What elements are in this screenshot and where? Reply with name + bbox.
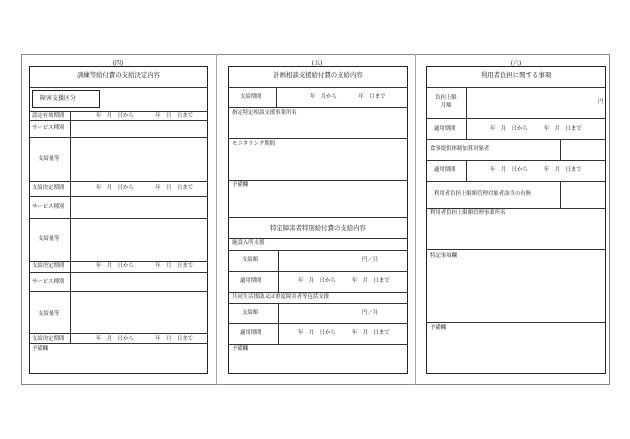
rule <box>466 118 467 139</box>
special-benefit-title: 特定障害者特別給付費の支給内容 <box>270 224 366 232</box>
page-number-6: (六) <box>510 60 522 67</box>
apply-period-value: 年 月 日から 年 月 日まで <box>490 167 582 173</box>
rule <box>29 87 208 88</box>
decision-period-value: 年 月 日から 年 月 日まで <box>96 336 194 342</box>
rule <box>228 180 408 181</box>
rule <box>29 181 208 182</box>
rule <box>228 238 408 239</box>
amount-label: 支給量等 <box>38 311 60 317</box>
remarks-label: 予備欄 <box>232 346 249 352</box>
rule <box>426 87 606 88</box>
facility-support-label: 施設入所支援 <box>232 240 265 246</box>
facility-period-label: 適用期間 <box>240 278 262 284</box>
page-5-title: 計画相談支援給付費の支給内容 <box>273 71 363 79</box>
rule <box>29 111 208 112</box>
page-number-4: (四) <box>112 60 124 67</box>
decision-period-label: 支給決定期間 <box>32 263 65 269</box>
group-period-value: 年 月 日から 年 月 日まで <box>298 330 390 336</box>
rule <box>466 160 467 181</box>
rule <box>29 261 208 262</box>
group-amount-label: 支給額 <box>242 310 259 316</box>
decision-period-label: 支給決定期間 <box>32 185 65 191</box>
rule <box>560 181 561 208</box>
apply-period-label: 適用期間 <box>434 167 456 173</box>
apply-period-label: 適用期間 <box>434 126 456 132</box>
rule <box>426 322 606 323</box>
rule <box>426 208 606 209</box>
rule <box>29 120 208 121</box>
remarks-label: 予備欄 <box>430 325 447 331</box>
rule <box>29 218 208 219</box>
rule <box>426 181 606 182</box>
rule <box>228 303 408 304</box>
rule <box>228 344 408 345</box>
decision-period-value: 年 月 日から 年 月 日まで <box>96 263 194 269</box>
payment-period-value: 年 月から 年 月まで <box>310 94 386 100</box>
facility-amount-label: 支給額 <box>242 257 259 263</box>
monitoring-label: モニタリング期間 <box>232 141 276 147</box>
service-type-label: サービス種別 <box>32 279 65 285</box>
service-type-label: サービス種別 <box>32 125 65 131</box>
rule <box>29 196 208 197</box>
meal-addition-label: 食事提供体制加算対象者 <box>430 146 490 152</box>
service-type-label: サービス種別 <box>32 204 65 210</box>
rule <box>70 120 71 196</box>
burden-cap-unit: 円 <box>598 99 604 105</box>
cert-period-label: 認定有効期間 <box>32 113 65 119</box>
decision-period-value: 年 月 日から 年 月 日まで <box>96 185 194 191</box>
payment-period-label: 支給期間 <box>240 94 262 100</box>
rule <box>560 139 561 160</box>
remarks-label: 予備欄 <box>32 346 49 352</box>
rule <box>426 118 606 119</box>
facility-amount-value: 円／日 <box>362 257 379 263</box>
group-home-label: 共同生活援助又は重度障害者等包括支援 <box>232 294 330 300</box>
consult-office-label: 指定特定相談支援事業所名 <box>232 110 297 116</box>
fold-line <box>415 54 416 385</box>
amount-label: 支給量等 <box>38 156 60 162</box>
rule <box>426 139 606 140</box>
rule <box>228 107 408 108</box>
facility-period-value: 年 月 日から 年 月 日まで <box>298 278 390 284</box>
rule <box>228 323 408 324</box>
rule <box>29 291 208 292</box>
rule <box>70 111 71 120</box>
cap-management-office-label: 利用者負担上限額管理事業所名 <box>430 210 506 216</box>
page-6-title: 利用者負担に関する事項 <box>480 71 552 79</box>
disability-class-label: 障害支援区分 <box>40 95 77 102</box>
rule <box>228 217 408 218</box>
cert-period-value: 年 月 日から 年 月 日まで <box>96 113 194 119</box>
rule <box>228 292 408 293</box>
page-number-5: (五) <box>311 60 323 67</box>
rule <box>228 250 408 251</box>
rule <box>29 333 208 334</box>
fold-line <box>216 54 217 385</box>
burden-cap-label-1: 負担上限 <box>435 95 457 101</box>
rule <box>228 138 408 139</box>
rule <box>426 160 606 161</box>
rule <box>276 87 277 107</box>
cap-management-label: 利用者負担上限額管理対象者該当の有無 <box>434 191 532 197</box>
amount-label: 支給量等 <box>38 236 60 242</box>
rule <box>228 271 408 272</box>
apply-period-value: 年 月 日から 年 月 日まで <box>490 126 582 132</box>
rule <box>426 249 606 250</box>
rule <box>29 137 208 138</box>
group-period-label: 適用期間 <box>240 330 262 336</box>
special-notes-label: 特記事項欄 <box>430 253 457 259</box>
rule <box>466 87 467 118</box>
remarks-label: 予備欄 <box>232 182 249 188</box>
group-amount-value: 円／月 <box>362 310 379 316</box>
burden-cap-label-2: 月額 <box>440 103 452 109</box>
rule <box>29 272 208 273</box>
page-6-form <box>426 66 606 374</box>
page-4-title: 訓練等給付費の支給決定内容 <box>76 71 161 79</box>
rule <box>228 87 408 88</box>
rule <box>29 343 208 344</box>
decision-period-label: 支給決定期間 <box>32 336 65 342</box>
